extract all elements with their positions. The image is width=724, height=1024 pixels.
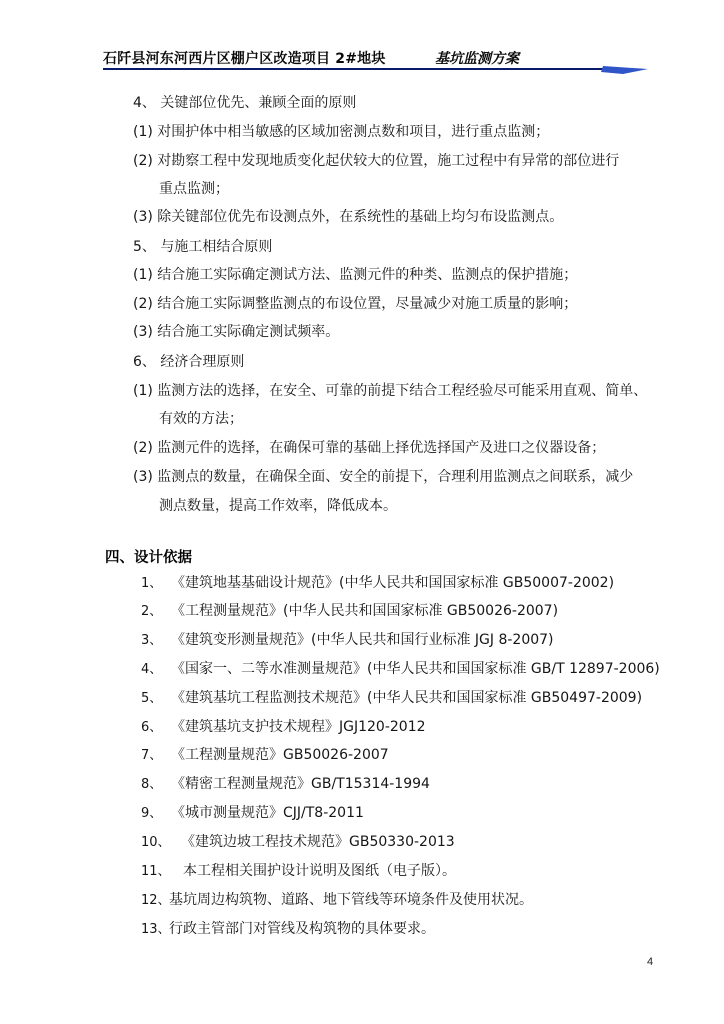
reference-item xyxy=(141,891,533,910)
principle-4-item-2-cont: 重点监测； xyxy=(159,181,229,197)
reference-number: 6、 xyxy=(141,720,163,735)
principle-4-item-1: (1) 对围护体中相当敏感的区域加密测点数和项目，进行重点监测； xyxy=(133,124,550,140)
reference-item xyxy=(141,718,426,737)
reference-item xyxy=(141,689,642,708)
principle-5-heading: 5、 与施工相结合原则 xyxy=(133,239,273,255)
reference-item xyxy=(141,804,364,823)
reference-number: 1、 xyxy=(141,576,163,591)
reference-text: 《建筑地基基础设计规范》(中华人民共和国国家标准 GB50007-2002) xyxy=(171,575,615,591)
page-header xyxy=(103,44,648,74)
reference-item xyxy=(141,862,456,881)
principle-4-item-3: (3) 除关键部位优先布设测点外，在系统性的基础上均匀布设监测点。 xyxy=(133,209,564,225)
reference-text: 《精密工程测量规范》GB/T15314-1994 xyxy=(171,776,430,792)
reference-number: 8、 xyxy=(141,777,163,792)
reference-number: 12、 xyxy=(141,893,171,908)
principle-6-heading: 6、 经济合理原则 xyxy=(133,354,245,370)
header-rule xyxy=(103,66,648,74)
reference-item xyxy=(141,631,554,650)
principle-6-item-3: (3) 监测点的数量，在确保全面、安全的前提下，合理利用监测点之间联系，减少 xyxy=(133,469,634,485)
reference-number: 11、 xyxy=(141,864,171,879)
principle-6-item-2: (2) 监测元件的选择，在确保可靠的基础上择优选择国产及进口之仪器设备； xyxy=(133,440,606,456)
principle-6-item-1: (1) 监测方法的选择，在安全、可靠的前提下结合工程经验尽可能采用直观、简单、 xyxy=(133,383,648,399)
principle-5-item-2: (2) 结合施工实际调整监测点的布设位置，尽量减少对施工质量的影响； xyxy=(133,296,578,312)
principle-4-heading: 4、 关键部位优先、兼顾全面的原则 xyxy=(133,95,357,111)
reference-number: 9、 xyxy=(141,806,163,821)
reference-number: 2、 xyxy=(141,604,163,619)
reference-text: 《建筑边坡工程技术规范》GB50330-2013 xyxy=(181,834,455,850)
reference-number: 5、 xyxy=(141,691,163,706)
reference-text: 《建筑变形测量规范》(中华人民共和国行业标准 JGJ 8-2007) xyxy=(171,632,554,648)
reference-number: 7、 xyxy=(141,748,163,763)
principle-5-item-3: (3) 结合施工实际确定测试频率。 xyxy=(133,324,340,340)
reference-text: 《国家一、二等水准测量规范》(中华人民共和国国家标准 GB/T 12897-2006) xyxy=(171,661,660,677)
reference-number: 3、 xyxy=(141,633,163,648)
reference-text: 《工程测量规范》(中华人民共和国国家标准 GB50026-2007) xyxy=(171,603,559,619)
header-project-title: 石阡县河东河西片区棚户区改造项目 2#地块 xyxy=(103,51,386,67)
reference-item xyxy=(141,775,430,794)
reference-text: 《建筑基坑工程监测技术规范》(中华人民共和国国家标准 GB50497-2009) xyxy=(171,690,643,706)
reference-text: 行政主管部门对管线及构筑物的具体要求。 xyxy=(169,921,435,937)
reference-text: 本工程相关围护设计说明及图纸（电子版）。 xyxy=(183,863,456,879)
principle-6-item-3-cont: 测点数量，提高工作效率，降低成本。 xyxy=(159,498,397,514)
reference-text: 《城市测量规范》CJJ/T8-2011 xyxy=(171,805,364,821)
principle-6-item-1-cont: 有效的方法； xyxy=(159,411,243,427)
reference-item xyxy=(141,833,455,852)
principle-5-item-1: (1) 结合施工实际确定测试方法、监测元件的种类、监测点的保护措施； xyxy=(133,267,578,283)
reference-text: 《建筑基坑支护技术规程》JGJ120-2012 xyxy=(171,719,426,735)
section-title: 四、设计依据 xyxy=(105,550,192,566)
reference-item xyxy=(141,660,660,679)
reference-number: 13、 xyxy=(141,922,171,937)
reference-text: 《工程测量规范》GB50026-2007 xyxy=(171,747,389,763)
reference-item xyxy=(141,574,614,593)
header-document-title: 基坑监测方案 xyxy=(435,51,519,67)
reference-text: 基坑周边构筑物、道路、地下管线等环境条件及使用状况。 xyxy=(169,892,533,908)
reference-number: 10、 xyxy=(141,835,171,850)
reference-item xyxy=(141,920,435,939)
reference-item xyxy=(141,746,389,765)
principle-4-item-2: (2) 对勘察工程中发现地质变化起伏较大的位置，施工过程中有异常的部位进行 xyxy=(133,153,620,169)
page-number: 4 xyxy=(647,956,654,968)
reference-item xyxy=(141,602,558,621)
reference-number: 4、 xyxy=(141,662,163,677)
